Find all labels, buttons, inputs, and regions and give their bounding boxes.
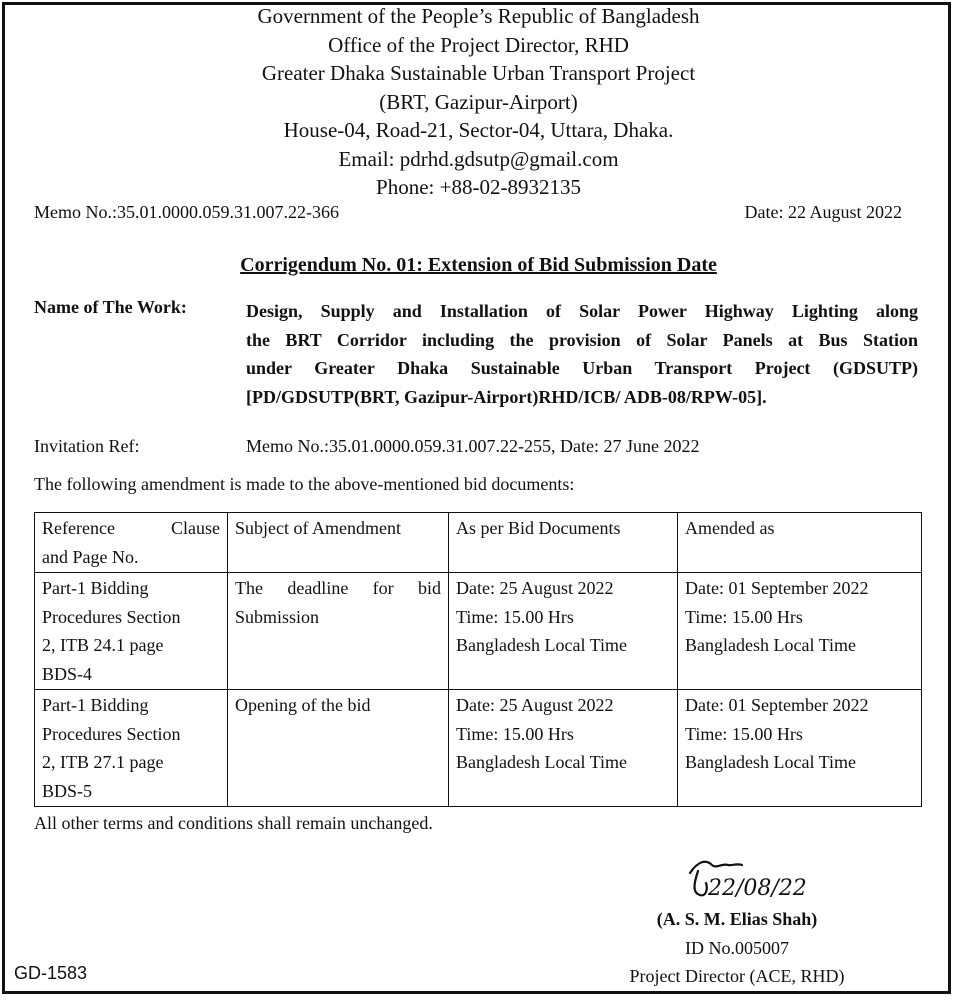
handwritten-signature (676, 853, 836, 903)
invitation-label: Invitation Ref: (34, 436, 140, 456)
letterhead (0, 2, 957, 202)
signatory-name: (A. S. M. Elias Shah) (656, 909, 818, 929)
memo-date: Date: 22 August 2022 (744, 202, 902, 222)
table-row (35, 690, 922, 807)
closing-statement: All other terms and conditions shall remain unchanged. (34, 813, 433, 833)
document-title-text: Corrigendum No. 01: Extension of Bid Submission Date (240, 254, 717, 276)
cell-as-per-bid: Date: 25 August 2022 Time: 15.00 Hrs Bangladesh Local Time (449, 573, 678, 690)
cell-subject: Opening of the bid (228, 690, 449, 807)
letterhead-address: House-04, Road-21, Sector-04, Uttara, Dhaka. (283, 118, 674, 142)
work-line: [PD/GDSUTP(BRT, Gazipur-Airport)RHD/ICB/ ADB-08/RPW-05]. (246, 386, 767, 407)
invitation-value: Memo No.:35.01.0000.059.31.007.22-255, Date: 27 June 2022 (246, 436, 700, 456)
document-title (0, 254, 957, 277)
work-label: Name of The Work: (34, 297, 187, 317)
table-header-row (35, 513, 922, 573)
svg-text:22/08/22: 22/08/22 (708, 876, 807, 901)
gd-code: GD-1583 (14, 963, 88, 983)
header-amended-as: Amended as (678, 513, 922, 573)
letterhead-government: Government of the People’s Republic of Bangladesh (257, 4, 700, 28)
table-row (35, 573, 922, 690)
work-description (246, 297, 918, 411)
memo-number: Memo No.:35.01.0000.059.31.007.22-366 (34, 202, 339, 222)
header-reference-clause: Reference Clause and Page No. (35, 513, 228, 573)
memo-row (34, 202, 902, 223)
letterhead-project: Greater Dhaka Sustainable Urban Transport Project (261, 61, 696, 85)
amendment-intro: The following amendment is made to the above-mentioned bid documents: (34, 474, 575, 494)
work-line: the BRT Corridor including the provision of Solar Panels at Bus Station (246, 329, 918, 350)
cell-reference: Part-1 Bidding Procedures Section 2, ITB 27.1 page BDS-5 (35, 690, 228, 807)
letterhead-subproject: (BRT, Gazipur-Airport) (379, 89, 578, 114)
cell-amended-as: Date: 01 September 2022 Time: 15.00 Hrs Bangladesh Local Time (678, 690, 922, 807)
signatory-block (560, 905, 914, 991)
cell-as-per-bid: Date: 25 August 2022 Time: 15.00 Hrs Bangladesh Local Time (449, 690, 678, 807)
signatory-id: ID No.005007 (685, 937, 789, 958)
signatory-designation: Project Director (ACE, RHD) (629, 966, 845, 986)
header-as-per-bid: As per Bid Documents (449, 513, 678, 573)
work-line: Design, Supply and Installation of Solar Power Highway Lighting along (246, 301, 918, 321)
work-line: under Greater Dhaka Sustainable Urban Transport Project (GDSUTP) (246, 358, 918, 378)
cell-subject: The deadline for bid Submission (228, 573, 449, 690)
letterhead-email: Email: pdrhd.gdsutp@gmail.com (338, 146, 619, 171)
letterhead-office: Office of the Project Director, RHD (328, 32, 629, 57)
cell-reference: Part-1 Bidding Procedures Section 2, ITB 24.1 page BDS-4 (35, 573, 228, 690)
header-subject: Subject of Amendment (228, 513, 449, 573)
amendment-table (34, 512, 922, 807)
letterhead-phone: Phone: +88-02-8932135 (376, 175, 581, 199)
cell-amended-as: Date: 01 September 2022 Time: 15.00 Hrs Bangladesh Local Time (678, 573, 922, 690)
